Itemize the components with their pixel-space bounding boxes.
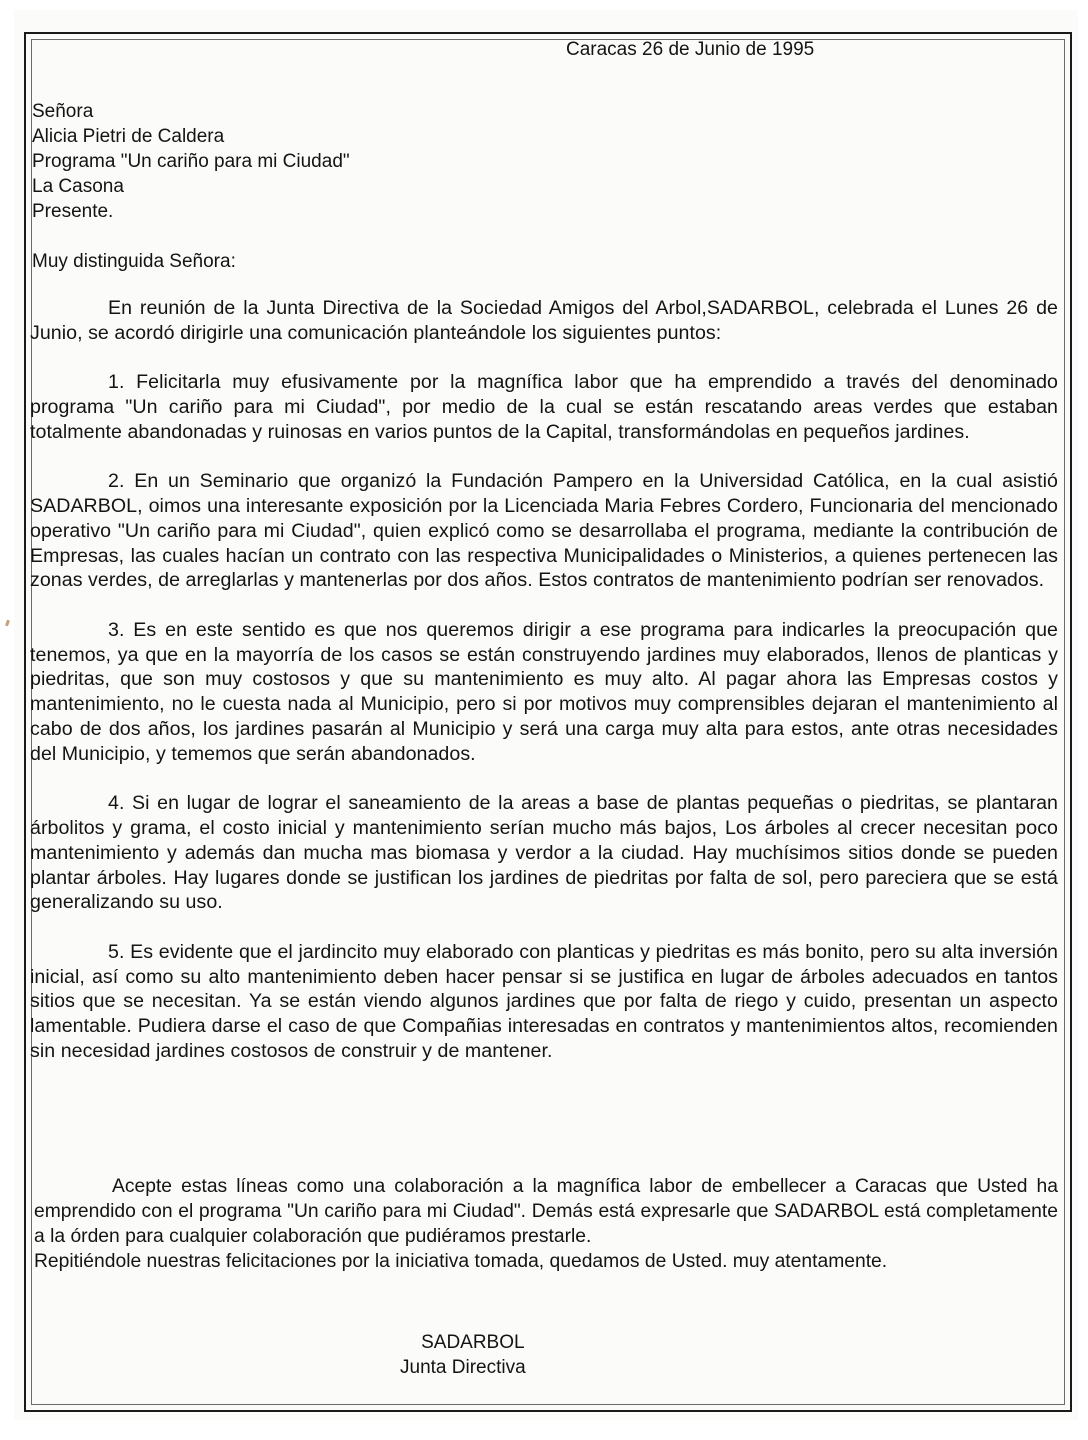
signature-block bbox=[400, 1330, 526, 1380]
addressee-location: La Casona bbox=[32, 176, 124, 197]
salutation: Muy distinguida Señora: bbox=[32, 251, 236, 272]
addressee-name: Alicia Pietri de Caldera bbox=[32, 126, 225, 147]
letter-body bbox=[30, 296, 1058, 1088]
signature-organization: SADARBOL bbox=[421, 1332, 525, 1353]
closing-paragraph: Acepte estas líneas como una colaboración a la magnífica labor de embellecer a Caracas que Usted ha emprendido con el programa "Un cariño para mi Ciudad". Demás está expresarle que SADARBOL está completamente a la órden para cualquier colaboración que pudiéramos prestarle. bbox=[34, 1176, 1058, 1247]
addressee-program: Programa "Un cariño para mi Ciudad" bbox=[32, 151, 350, 172]
addressee-presente: Presente. bbox=[32, 201, 114, 222]
paragraph-point-4: 4. Si en lugar de lograr el saneamiento de la areas a base de plantas pequeñas o piedritas, se plantaran árbolitos y grama, el costo inicial y mantenimiento serían mucho más bajos, Los árboles al crecer necesitan poco mantenimiento y además dan mucha mas biomasa y verdor a la ciudad. Hay muchísimos sitios donde se pueden plantar árboles. Hay lugares donde se justifican los jardines de piedritas por falta de sol, pero pareciera que se está generalizando su uso. bbox=[30, 792, 1058, 914]
addressee-block bbox=[32, 99, 350, 224]
paragraph-point-5: 5. Es evidente que el jardincito muy elaborado con planticas y piedritas es más bonito, pero su alta inversión inicial, así como su alto mantenimiento deben hacer pensar si se justifica en lugar de árboles adecuados en tantos sitios que se necesitan. Ya se están viendo algunos jardines que por falta de riego y cuido, presentan un aspecto lamentable. Pudiera darse el caso de que Compañias interesadas en contratos y mantenimientos altos, recomienden sin necesidad jardines costosos de construir y de mantener. bbox=[30, 940, 1058, 1062]
letter-date: Caracas 26 de Junio de 1995 bbox=[566, 39, 815, 60]
closing-line: Repitiéndole nuestras felicitaciones por la iniciativa tomada, quedamos de Usted. muy atentamente. bbox=[34, 1251, 888, 1272]
paragraph-intro: En reunión de la Junta Directiva de la Sociedad Amigos del Arbol,SADARBOL, celebrada el Lunes 26 de Junio, se acordó dirigirle una comunicación planteándole los siguientes puntos: bbox=[30, 297, 1058, 344]
paragraph-point-1: 1. Felicitarla muy efusivamente por la magnífica labor que ha emprendido a través del denominado programa "Un cariño para mi Ciudad", por medio de la cual se están rescatando areas verdes que estaban totalmente abandonadas y ruinosas en varios puntos de la Capital, transformándolas en pequeños jardines. bbox=[30, 371, 1058, 443]
closing-block bbox=[34, 1174, 1058, 1274]
paragraph-point-2: 2. En un Seminario que organizó la Fundación Pampero en la Universidad Católica, en la cual asistió SADARBOL, oimos una interesante exposición por la Licenciada Maria Febres Cordero, Funcionaria del mencionado operativo "Un cariño para mi Ciudad", quien explicó como se desarrollaba el programa, mediante la contribución de Empresas, las cuales hacían un contrato con las respectiva Municipalidades o Ministerios, a quienes pertenecen las zonas verdes, de arreglarlas y mantenerlas por dos años. Estos contratos de mantenimiento podrían ser renovados. bbox=[30, 470, 1058, 592]
signature-body: Junta Directiva bbox=[400, 1357, 526, 1378]
paragraph-point-3: 3. Es en este sentido es que nos queremos dirigir a ese programa para indicarles la preocupación que tenemos, ya que en la mayorría de los casos se están construyendo jardines muy elaborados, llenos de planticas y piedritas, que son muy costosos y que su mantenimiento es muy alto. Al pagar ahora las Empresas costos y mantenimiento, no le cuesta nada al Municipio, pero si por motivos muy comprensibles dejaran el mantenimiento al cabo de dos años, los jardines pasarán al Municipio y será una carga muy alta para estos, ante otras necesidades del Municipio, y tememos que serán abandonados. bbox=[30, 618, 1058, 765]
paper-stain bbox=[5, 620, 10, 627]
addressee-title: Señora bbox=[32, 101, 94, 122]
